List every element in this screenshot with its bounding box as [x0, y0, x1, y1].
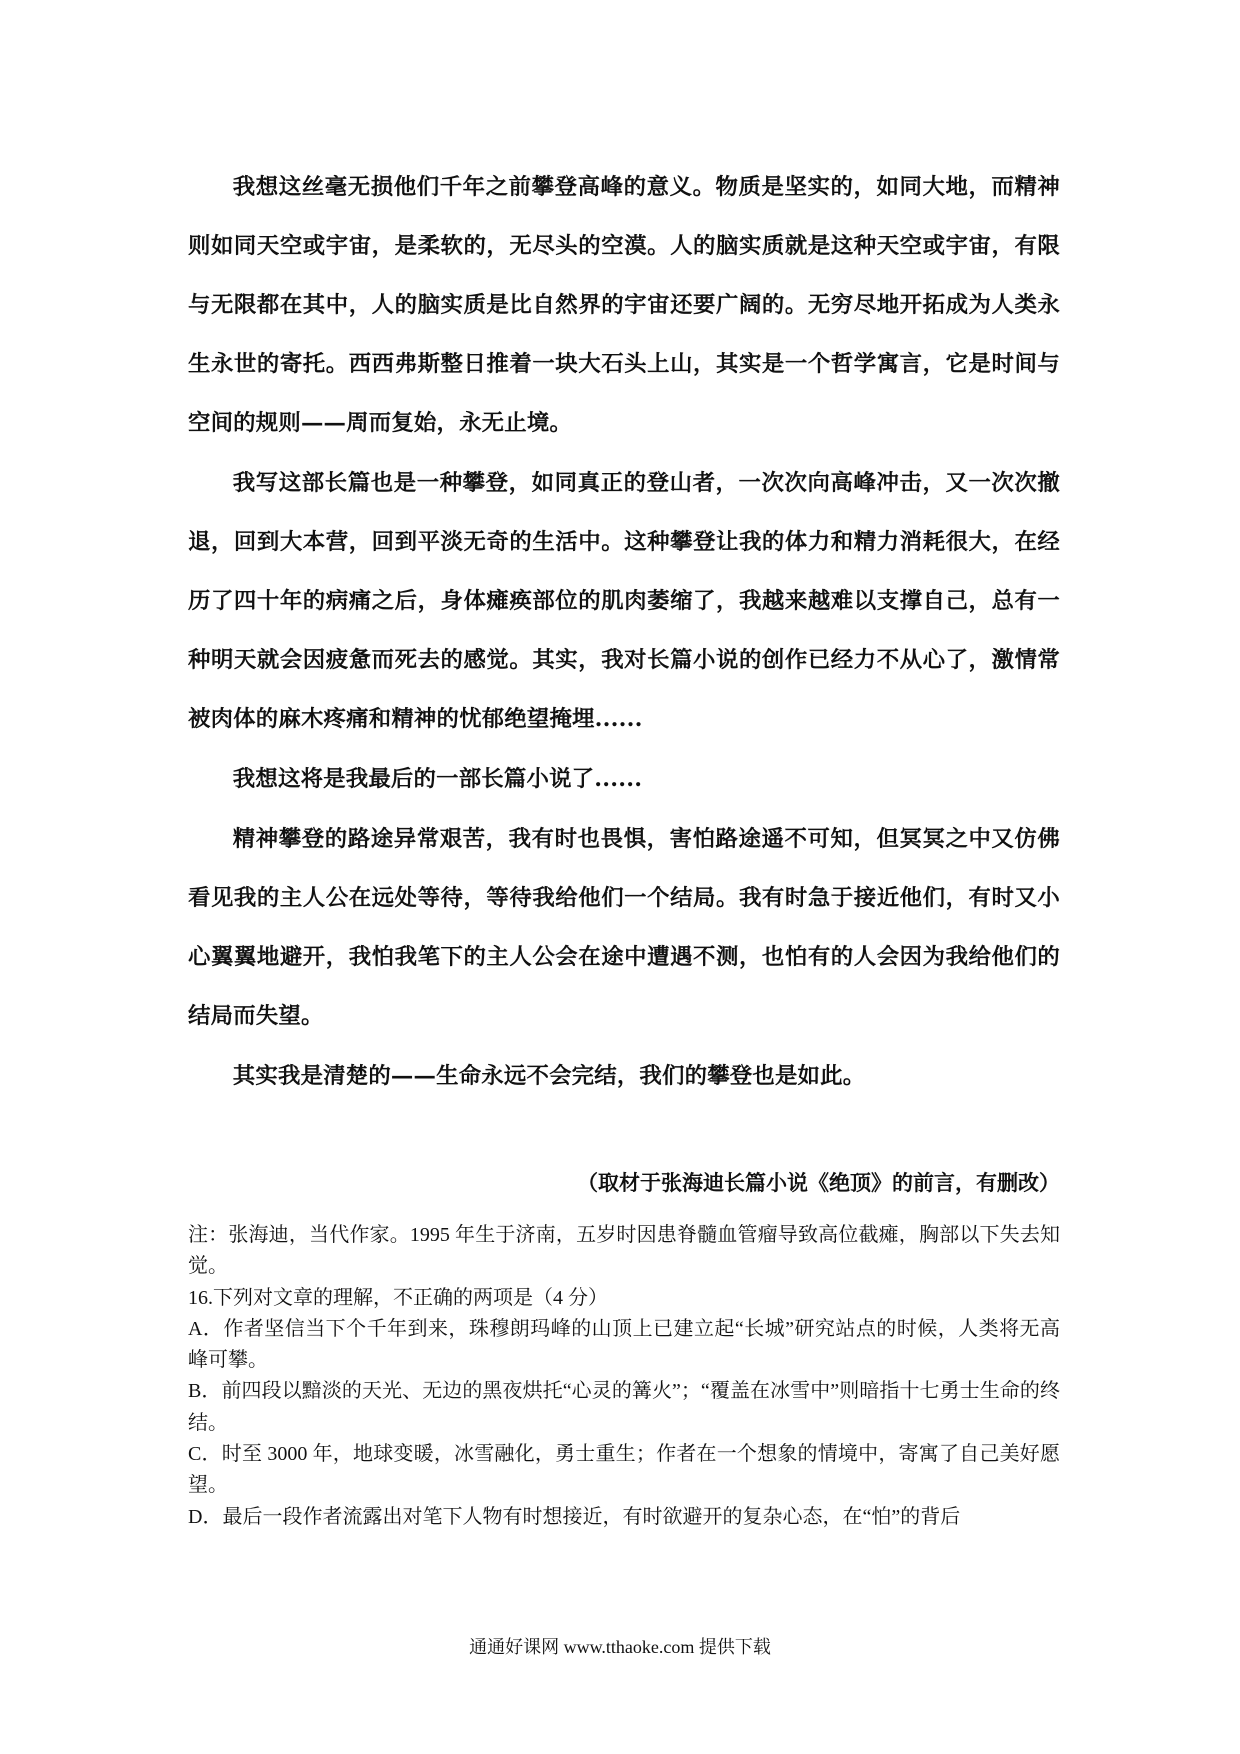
- page-footer: 通通好课网 www.tthaoke.com 提供下载: [469, 1637, 771, 1657]
- option-d: D．最后一段作者流露出对笔下人物有时想接近，有时欲避开的复杂心态，在“怕”的背后: [188, 1505, 961, 1528]
- article-paragraph-2: 我写这部长篇也是一种攀登，如同真正的登山者，一次次向高峰冲击，又一次次撤退，回到大本营，回到平淡无奇的生活中。这种攀登让我的体力和精力消耗很大，在经历了四十年的病痛之后，身体瘫痪部位的肌肉萎缩了，我越来越难以支撑自己，总有一种明天就会因疲惫而死去的感觉。其实，我对长篇小说的创作已经力不从心了，激情常被肉体的麻木疼痛和精神的忧郁绝望掩埋......: [188, 470, 1060, 732]
- article-body: [188, 158, 1060, 1107]
- article-paragraph-1: 我想这丝毫无损他们千年之前攀登高峰的意义。物质是坚实的，如同大地，而精神则如同天空或宇宙，是柔软的，无尽头的空漠。人的脑实质就是这种天空或宇宙，有限与无限都在其中，人的脑实质是比自然界的宇宙还要广阔的。无穷尽地开拓成为人类永生永世的寄托。西西弗斯整日推着一块大石头上山，其实是一个哲学寓言，它是时间与空间的规则——周而复始，永无止境。: [188, 174, 1060, 436]
- notes-section: [188, 1220, 1060, 1533]
- option-a: A．作者坚信当下个千年到来，珠穆朗玛峰的山顶上已建立起“长城”研究站点的时候，人类将无高峰可攀。: [188, 1317, 1060, 1372]
- option-c: C．时至 3000 年，地球变暖，冰雪融化，勇士重生；作者在一个想象的情境中，寄寓了自己美好愿望。: [188, 1443, 1060, 1497]
- source-citation: （取材于张海迪长篇小说《绝顶》的前言，有删改）: [577, 1170, 1060, 1195]
- article-paragraph-4: 精神攀登的路途异常艰苦，我有时也畏惧，害怕路途遥不可知，但冥冥之中又仿佛看见我的主人公在远处等待，等待我给他们一个结局。我有时急于接近他们，有时又小心翼翼地避开，我怕我笔下的主人公会在途中遭遇不测，也怕有的人会因为我给他们的结局而失望。: [188, 826, 1060, 1029]
- option-b: B．前四段以黯淡的天光、无边的黑夜烘托“心灵的篝火”；“覆盖在冰雪中”则暗指十七勇士生命的终结。: [188, 1380, 1060, 1434]
- author-annotation: 注：张海迪，当代作家。1995 年生于济南，五岁时因患脊髓血管瘤导致高位截瘫，胸部以下失去知觉。: [188, 1224, 1060, 1278]
- article-paragraph-3: 我想这将是我最后的一部长篇小说了......: [232, 766, 643, 792]
- article-paragraph-5: 其实我是清楚的——生命永远不会完结，我们的攀登也是如此。: [232, 1063, 866, 1089]
- question-stem: 16.下列对文章的理解，不正确的两项是（4 分）: [188, 1286, 608, 1309]
